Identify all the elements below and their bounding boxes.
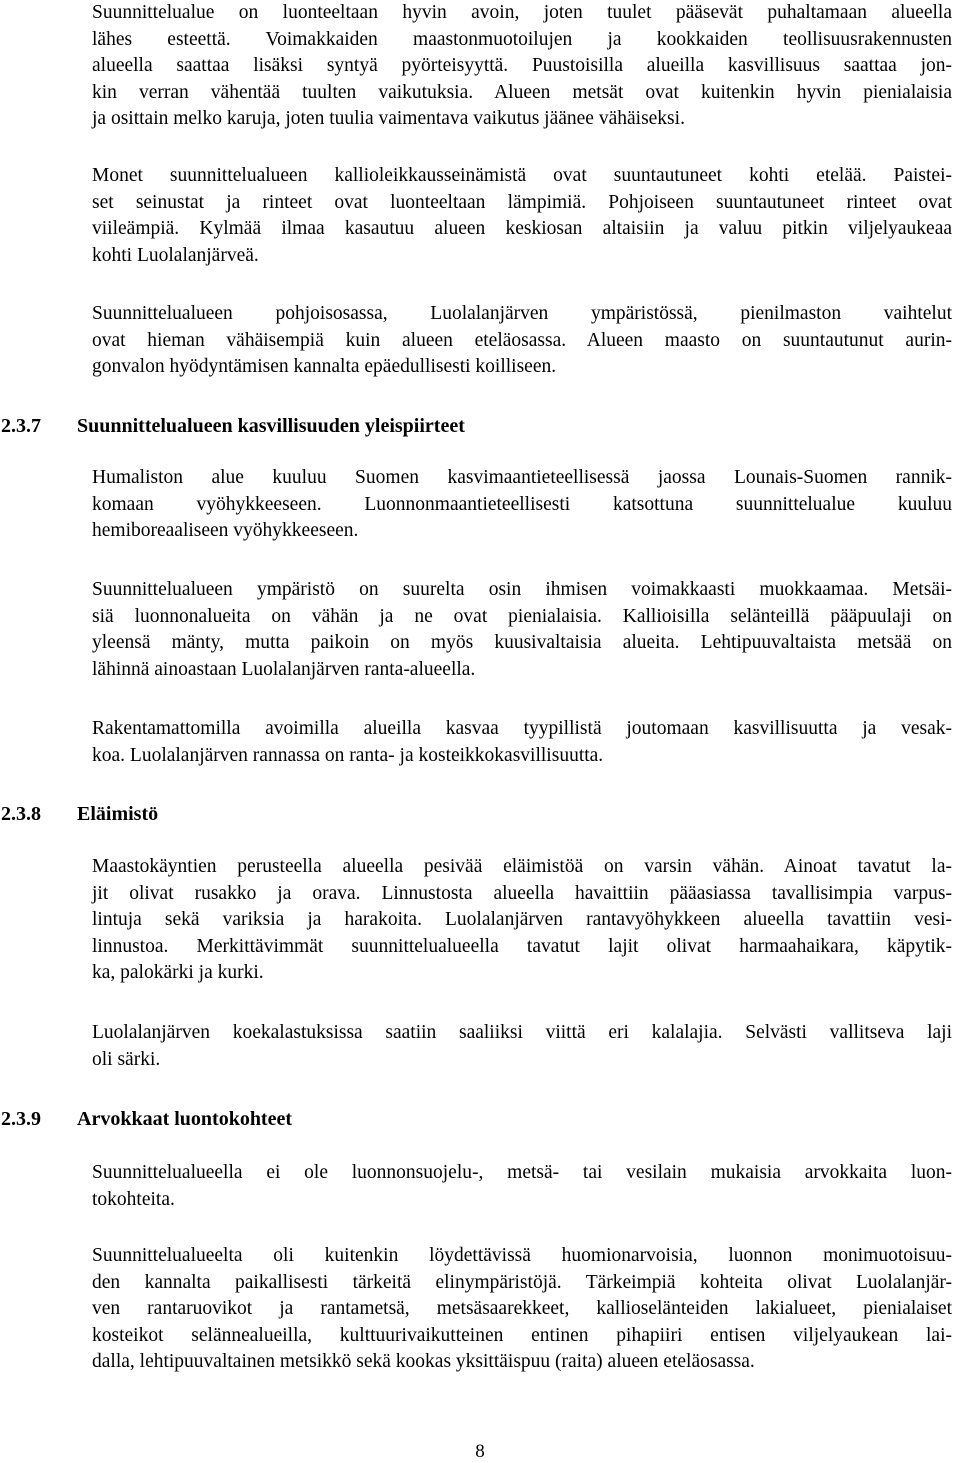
paragraph: [92, 1243, 952, 1376]
paragraph: [92, 577, 952, 683]
text-line: komaan vyöhykkeeseen. Luonnonmaantieteellisesti katsottuna suunnittelualue kuuluu: [92, 493, 952, 515]
text-line: koa. Luolalanjärven rannassa on ranta- ja kosteikkokasvillisuutta.: [92, 744, 604, 766]
text-line: ja osittain melko karuja, joten tuulia vaimentava vaikutus jäänee vähäiseksi.: [92, 108, 685, 129]
text-line: den kannalta paikallisesti tärkeitä elinympäristöjä. Tärkeimpiä kohteita olivat Luolalanjär-: [92, 1271, 952, 1293]
paragraph: [92, 0, 952, 133]
section-heading-2-3-8: [0, 801, 158, 827]
paragraph: [92, 465, 952, 545]
section-heading-2-3-9: [0, 1106, 292, 1132]
text-line: Monet suunnittelualueen kallioleikkausseinämistä ovat suuntautuneet kohti etelää. Paistei-: [92, 165, 952, 186]
text-line: jit olivat rusakko ja orava. Linnustosta alueella havaittiin pääasiassa tavallisimpia varpus-: [92, 882, 952, 904]
text-line: yleensä mänty, mutta paikoin on myös kuusivaltaisia alueita. Lehtipuuvaltaista metsää on: [92, 632, 952, 653]
text-line: lähes esteettä. Voimakkaiden maastonmuotoilujen ja kookkaiden teollisuusrakennusten: [92, 28, 952, 50]
paragraph: [92, 301, 952, 381]
text-line: Luolalanjärven koekalastuksissa saatiin saaliiksi viittä eri kalalajia. Selvästi vallitseva laji: [92, 1022, 952, 1043]
text-line: kin verran vähentää tuulten vaikutuksia. Alueen metsät ovat kuitenkin hyvin pienialaisia: [92, 81, 952, 103]
text-line: set seinustat ja rinteet ovat luonteeltaan lämpimiä. Pohjoiseen suuntautuneet rinteet ovat: [92, 191, 952, 213]
text-line: hemiboreaaliseen vyöhykkeeseen.: [92, 520, 359, 541]
paragraph: [92, 716, 952, 769]
section-title: Suunnittelualueen kasvillisuuden yleispiirteet: [77, 415, 465, 437]
text-line: ovat hieman vähäisempiä kuin alueen eteläosassa. Alueen maasto on suuntautunut aurin-: [92, 329, 952, 351]
text-line: Suunnittelualueen pohjoisosassa, Luolalanjärven ympäristössä, pienilmaston vaihtelut: [92, 303, 952, 324]
text-line: Humaliston alue kuuluu Suomen kasvimaantieteellisessä jaossa Lounais-Suomen rannik-: [92, 467, 952, 488]
page-number: 8: [475, 1441, 485, 1462]
text-line: Suunnittelualueen ympäristö on suurelta osin ihmisen voimakkaasti muokkaamaa. Metsäi-: [92, 579, 952, 600]
text-line: alueella saattaa lisäksi syntyä pyörteisyyttä. Puustoisilla alueilla kasvillisuus saattaa jon-: [92, 55, 952, 76]
text-line: tokohteita.: [92, 1188, 175, 1210]
text-line: lintuja sekä variksia ja harakoita. Luolalanjärven rantavyöhykkeen alueella tavattiin vesi-: [92, 909, 952, 930]
text-line: Maastokäyntien perusteella alueella pesivää eläimistöä on varsin vähän. Ainoat tavatut la-: [92, 856, 952, 877]
text-line: Suunnittelualueelta oli kuitenkin löydettävissä huomionarvoisia, luonnon monimuotoisuu-: [92, 1245, 952, 1266]
text-line: viileämpiä. Kylmää ilmaa kasautuu alueen keskiosan altaisiin ja valuu pitkin viljelyaukeaa: [92, 218, 952, 239]
text-line: oli särki.: [92, 1048, 161, 1070]
section-number: 2.3.8: [1, 803, 41, 825]
section-heading-2-3-7: [0, 413, 465, 439]
text-line: gonvalon hyödyntämisen kannalta epäedullisesti koilliseen.: [92, 356, 557, 377]
text-line: Rakentamattomilla avoimilla alueilla kasvaa tyypillistä joutomaan kasvillisuutta ja vesak-: [92, 718, 952, 739]
text-line: Suunnittelualueella ei ole luonnonsuojelu-, metsä- tai vesilain mukaisia arvokkaita luon-: [92, 1162, 952, 1183]
paragraph: [92, 1020, 952, 1073]
text-line: siä luonnonalueita on vähän ja ne ovat pienialaisia. Kallioisilla selänteillä pääpuulaji on: [92, 605, 952, 627]
text-line: ven rantaruovikot ja rantametsä, metsäsaarekkeet, kallioselänteiden lakialueet, pienialaiset: [92, 1298, 952, 1319]
section-title: Eläimistö: [77, 803, 159, 825]
section-number: 2.3.9: [1, 1108, 41, 1130]
text-line: Suunnittelualue on luonteeltaan hyvin avoin, joten tuulet pääsevät puhaltamaan alueella: [92, 2, 952, 23]
text-line: dalla, lehtipuuvaltainen metsikkö sekä kookas yksittäispuu (raita) alueen eteläosassa.: [92, 1351, 755, 1372]
section-number: 2.3.7: [1, 415, 41, 437]
paragraph: [92, 163, 952, 269]
text-line: ka, palokärki ja kurki.: [92, 962, 264, 983]
paragraph: [92, 1160, 952, 1213]
text-line: linnustoa. Merkittävimmät suunnittelualueella tavatut lajit olivat harmaahaikara, käpytik-: [92, 935, 952, 957]
text-line: kosteikot selännealueilla, kulttuurivaikutteinen entinen pihapiiri entisen viljelyaukean lai-: [92, 1324, 952, 1346]
section-title: Arvokkaat luontokohteet: [77, 1108, 293, 1130]
paragraph: [92, 854, 952, 987]
text-line: lähinnä ainoastaan Luolalanjärven ranta-alueella.: [92, 658, 476, 680]
text-line: kohti Luolalanjärveä.: [92, 244, 259, 266]
